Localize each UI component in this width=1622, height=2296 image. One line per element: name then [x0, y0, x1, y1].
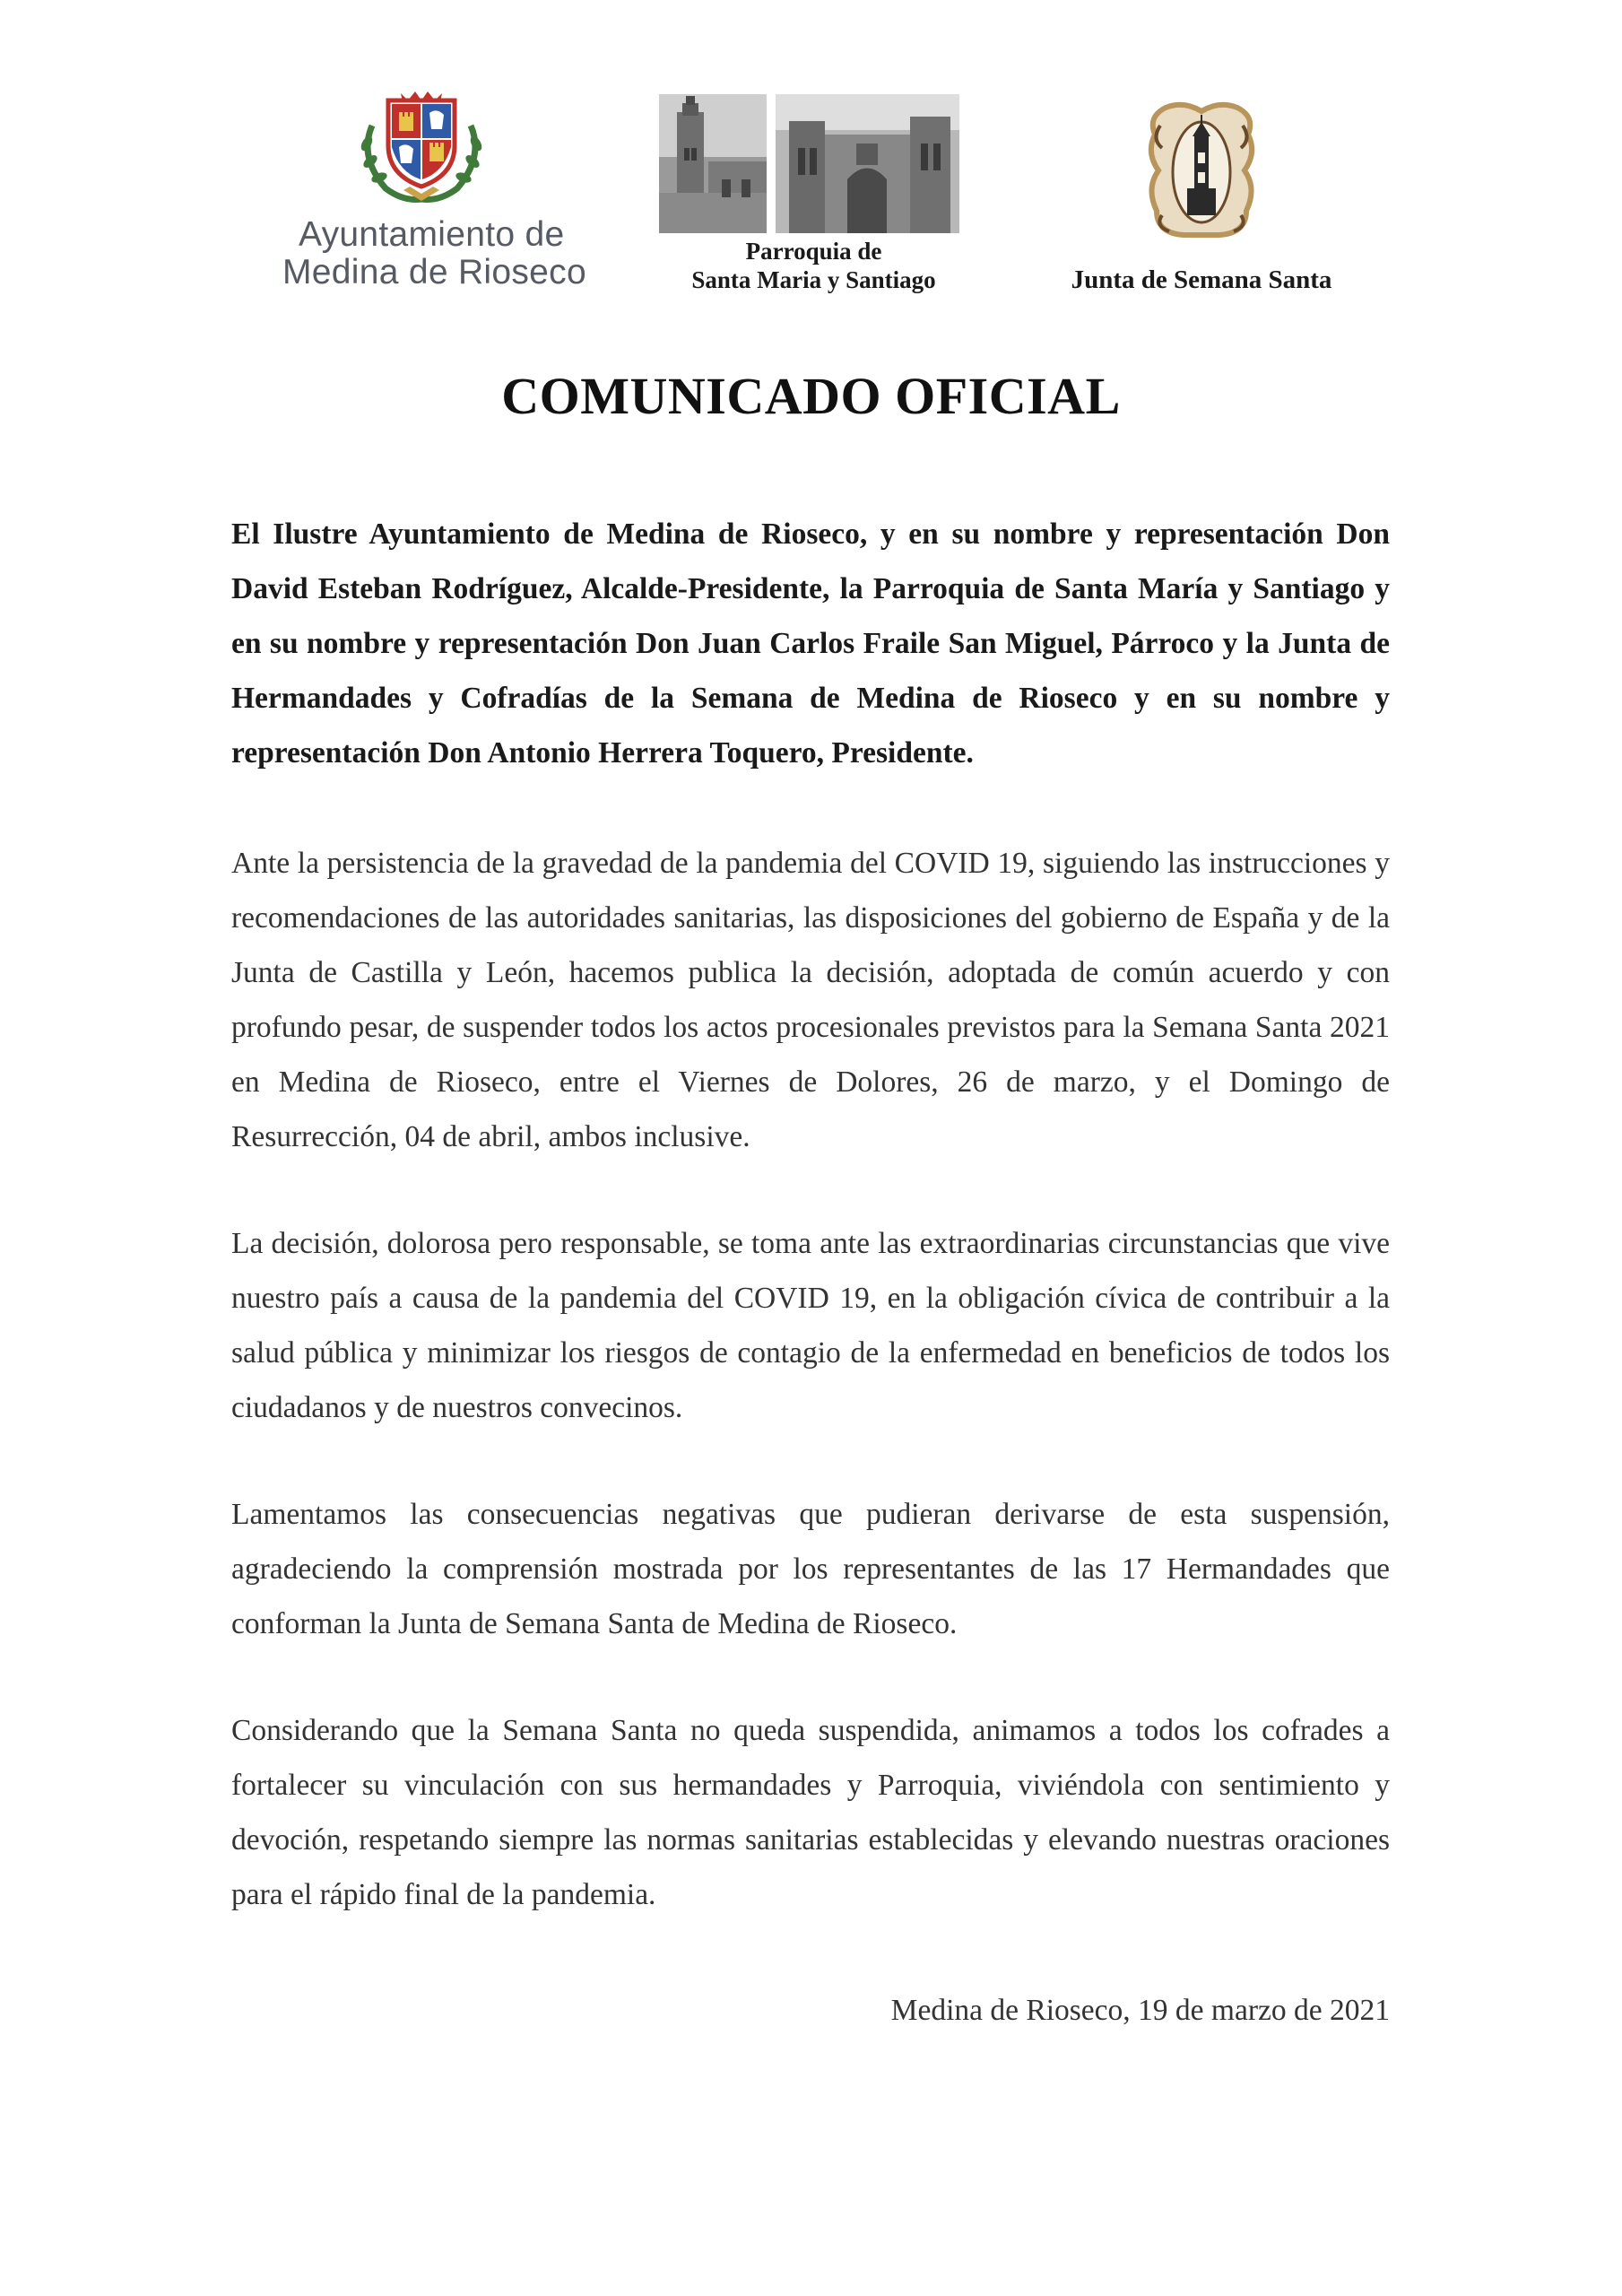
- junta-name: Junta de Semana Santa: [1071, 265, 1332, 294]
- paragraph-encouragement: Considerando que la Semana Santa no queda suspendida, animamos a todos los cofrades a fortalecer su vinculación con sus hermandades y Parroquia, viviéndola con sentimiento y devoción, respetando siempre las normas sanitarias establecidas y elevando nuestras oraciones para el rápido final de la pandemia.: [231, 1714, 1390, 1911]
- parroquia-name-line2: Santa Maria y Santiago: [691, 266, 936, 293]
- ayuntamiento-logo: [282, 90, 586, 296]
- intro-paragraph: El Ilustre Ayuntamiento de Medina de Rioseco, y en su nombre y representación Don David Esteban Rodríguez, Alcalde-Presidente, la Parroquia de Santa María y Santiago y en su nombre y representación Don Juan Carlos Fraile San Miguel, Párroco y la Junta de Hermandades y Cofradías de la Semana de Medina de Rioseco y en su nombre y representación Don Antonio Herrera Toquero, Presidente.: [231, 517, 1390, 770]
- paragraph-decision: La decisión, dolorosa pero responsable, se toma ante las extraordinarias circunstancias que vive nuestro país a causa de la pandemia del COVID 19, en la obligación cívica de contribuir a la salud pública y minimizar los riesgos de contagio de la enfermedad en beneficios de todos los ciudadanos y de nuestros convecinos.: [231, 1227, 1390, 1424]
- ayuntamiento-name-line2: Medina de Rioseco: [282, 253, 586, 291]
- ayuntamiento-crest-icon: [354, 90, 489, 206]
- document-title: COMUNICADO OFICIAL: [501, 367, 1121, 425]
- ayuntamiento-name-line1: Ayuntamiento de: [299, 215, 565, 254]
- parroquia-name-line1: Parroquia de: [745, 238, 882, 265]
- paragraph-consequences: Lamentamos las consecuencias negativas que pudieran derivarse de esta suspensión, agradeciendo la comprensión mostrada por los representantes de las 17 Hermandades que conforman la Junta de Semana Santa de Medina de Rioseco.: [231, 1498, 1390, 1640]
- document-body: [231, 507, 1390, 1974]
- church-photo-icon: [659, 94, 767, 233]
- letterhead: [0, 0, 1622, 323]
- junta-emblem-icon: [1139, 99, 1264, 242]
- church-facade-photo-icon: [776, 94, 959, 233]
- parroquia-logo: [659, 94, 968, 300]
- paragraph-suspension: Ante la persistencia de la gravedad de la pandemia del COVID 19, siguiendo las instrucciones y recomendaciones de las autoridades sanitarias, las disposiciones del gobierno de España y de la Junta de Castilla y León, hacemos publica la decisión, adoptada de común acuerdo y con profundo pesar, de suspender todos los actos procesionales previstos para la Semana Santa 2021 en Medina de Rioseco, entre el Viernes de Dolores, 26 de marzo, y el Domingo de Resurrección, 04 de abril, ambos inclusive.: [231, 847, 1390, 1153]
- signoff-date: Medina de Rioseco, 19 de marzo de 2021: [890, 1994, 1390, 2027]
- junta-logo: [1049, 99, 1354, 300]
